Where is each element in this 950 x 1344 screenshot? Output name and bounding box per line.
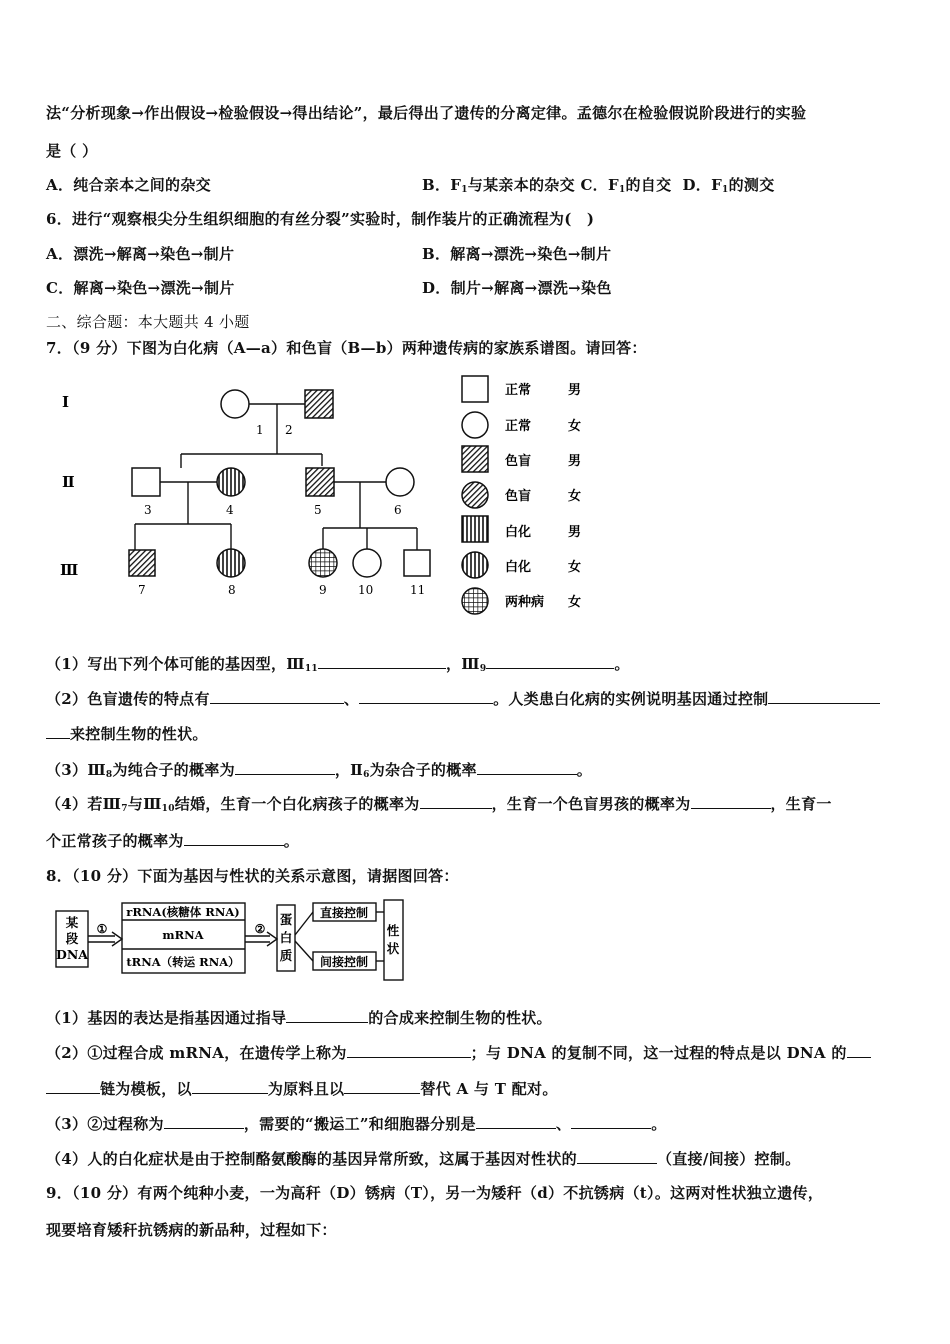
answer-blank[interactable]: [192, 1079, 268, 1094]
answer-blank[interactable]: [571, 1114, 651, 1129]
svg-text:②: ②: [254, 922, 266, 936]
svg-text:①: ①: [96, 922, 108, 936]
answer-blank[interactable]: [210, 689, 344, 704]
section-2-heading: 二、综合题：本大题共 4 小题: [46, 313, 250, 331]
answer-blank[interactable]: [420, 794, 492, 809]
q7-part2-cont: 来控制生物的性状。: [46, 723, 208, 744]
svg-text:7: 7: [138, 583, 146, 597]
svg-text:色盲: 色盲: [505, 489, 532, 504]
individual-III-10: [353, 549, 381, 577]
q9-stem-cont: 现要培育矮秆抗锈病的新品种，过程如下：: [46, 1221, 337, 1239]
q7-part4-cont: 个正常孩子的概率为 。: [46, 832, 300, 850]
gene-trait-diagram: [52, 897, 412, 983]
svg-text:8: 8: [228, 583, 236, 597]
svg-text:女: 女: [568, 419, 582, 434]
answer-blank[interactable]: [184, 831, 284, 846]
individual-III-8: [217, 549, 245, 577]
individual-III-7: [129, 550, 155, 576]
svg-text:蛋: 蛋: [279, 912, 293, 927]
svg-text:性: 性: [386, 923, 400, 938]
q6-option-b: B．解离→漂洗→染色→制片: [422, 245, 612, 263]
individual-II-5: [306, 468, 334, 496]
svg-text:女: 女: [568, 560, 582, 575]
svg-text:白化: 白化: [505, 525, 532, 540]
q-prev-line2: 是（ ）: [46, 142, 98, 160]
svg-text:男: 男: [568, 525, 582, 540]
q7-part3: $(3)Ⅲ_8$为纯合子的概率为 ，$Ⅱ_6$为杂合子的概率 。: [46, 761, 593, 780]
answer-blank[interactable]: [344, 1079, 420, 1094]
svg-text:6: 6: [394, 503, 402, 517]
individual-II-6: [386, 468, 414, 496]
q6-option-a: A．漂洗→解离→染色→制片: [46, 245, 235, 263]
q8-part4: （4）人的白化症状是由于控制酪氨酸酶的基因异常所致，这属于基因对性状的 （直接/间接）控制。: [46, 1150, 801, 1168]
svg-text:tRNA（转运 RNA）: tRNA（转运 RNA）: [126, 955, 240, 969]
q-prev-option-c: C．$F_1$的自交: [580, 176, 672, 195]
q-prev-option-b: B．$F_1$与某亲本的杂交: [422, 176, 575, 195]
pedigree-legend: [462, 376, 581, 614]
svg-text:rRNA(核糖体 RNA): rRNA(核糖体 RNA): [126, 905, 240, 919]
svg-text:某: 某: [65, 915, 79, 930]
svg-text:直接控制: 直接控制: [319, 906, 369, 920]
individual-III-11: [404, 550, 430, 576]
answer-blank[interactable]: [46, 724, 70, 739]
q6-option-c: C．解离→染色→漂洗→制片: [46, 279, 235, 297]
svg-text:白化: 白化: [505, 560, 532, 575]
svg-text:间接控制: 间接控制: [319, 955, 369, 969]
answer-blank[interactable]: [359, 689, 493, 704]
q7-part2: （2）色盲遗传的特点有 、 。人类患白化病的实例说明基因通过控制: [46, 688, 880, 709]
svg-text:9: 9: [319, 583, 327, 597]
svg-text:11: 11: [410, 583, 426, 597]
q8-part2-cont: 链为模板，以 为原料且以 替代 A 与 T 配对。: [46, 1078, 558, 1099]
q7-part1: （1）写出下列个体可能的基因型，$Ⅲ_{11}$ ，$Ⅲ_9$ 。: [46, 655, 630, 674]
svg-text:DNA: DNA: [56, 947, 88, 962]
answer-blank[interactable]: [318, 654, 446, 669]
q9-stem: 9．（10 分）有两个纯种小麦，一为高秆（D）锈病（T），另一为矮秆（d）不抗锈病（t）。这两对性状独立遗传，: [46, 1184, 824, 1202]
answer-blank[interactable]: [691, 794, 771, 809]
individual-III-9: [309, 549, 337, 577]
answer-blank[interactable]: [347, 1043, 471, 1058]
q6-stem: 6．进行“观察根尖分生组织细胞的有丝分裂”实验时，制作装片的正确流程为( ): [46, 210, 595, 228]
q-prev-option-a: A．纯合亲本之间的杂交: [46, 176, 211, 194]
svg-text:段: 段: [65, 931, 79, 946]
q-prev-option-d: D．$F_1$的测交: [682, 176, 775, 195]
answer-blank[interactable]: [486, 654, 614, 669]
q8-part3: （3）②过程称为 ，需要的“搬运工”和细胞器分别是 、 。: [46, 1115, 667, 1133]
svg-text:1: 1: [256, 423, 264, 437]
svg-text:两种病: 两种病: [505, 595, 545, 610]
q-prev-option-bcd: [422, 174, 775, 195]
svg-text:女: 女: [568, 489, 582, 504]
q7-stem: 7．（9 分）下图为白化病（A—a）和色盲（B—b）两种遗传病的家族系谱图。请回答：: [46, 339, 647, 357]
answer-blank[interactable]: [768, 689, 880, 704]
answer-blank[interactable]: [46, 1079, 100, 1094]
svg-text:男: 男: [568, 383, 582, 398]
svg-text:5: 5: [314, 503, 322, 517]
svg-text:质: 质: [279, 948, 293, 963]
q7-part4: （4）若$Ⅲ_7$与$Ⅲ_{10}$结婚，生育一个白化病孩子的概率为 ，生育一个色盲男孩的概率为 ，生育一: [46, 795, 832, 814]
q8-stem: 8．（10 分）下面为基因与性状的关系示意图，请据图回答：: [46, 867, 459, 885]
q6-options-row2: [46, 277, 906, 298]
svg-text:男: 男: [568, 454, 582, 469]
answer-blank[interactable]: [476, 1114, 556, 1129]
pedigree-chart: [50, 368, 610, 618]
svg-text:mRNA: mRNA: [162, 928, 204, 942]
answer-blank[interactable]: [577, 1149, 657, 1164]
gen-label-2: Ⅱ: [62, 473, 75, 491]
answer-blank[interactable]: [235, 760, 335, 775]
svg-text:色盲: 色盲: [505, 454, 532, 469]
q8-part2: （2）①过程合成 mRNA，在遗传学上称为 ；与 DNA 的复制不同，这一过程的特点是以 DNA 的: [46, 1042, 871, 1063]
answer-blank[interactable]: [477, 760, 577, 775]
svg-text:正常: 正常: [505, 383, 532, 398]
svg-text:2: 2: [285, 423, 293, 437]
answer-blank[interactable]: [164, 1114, 244, 1129]
gen-label-1: I: [62, 393, 70, 411]
gen-label-3: Ⅲ: [60, 561, 79, 579]
individual-II-3: [132, 468, 160, 496]
q-prev-line1: 法“分析现象→作出假设→检验假设→得出结论”，最后得出了遗传的分离定律。孟德尔在检验假说阶段进行的实验: [46, 104, 807, 122]
q6-option-d: D．制片→解离→漂洗→染色: [422, 279, 612, 297]
svg-text:正常: 正常: [505, 419, 532, 434]
individual-I-2: [305, 390, 333, 418]
q-prev-options: [46, 174, 906, 195]
svg-text:10: 10: [358, 583, 374, 597]
svg-text:4: 4: [226, 503, 234, 517]
answer-blank[interactable]: [847, 1043, 871, 1058]
answer-blank[interactable]: [286, 1008, 368, 1023]
individual-I-1: [221, 390, 249, 418]
svg-text:3: 3: [144, 503, 152, 517]
svg-text:状: 状: [386, 941, 400, 956]
q6-options-row1: [46, 243, 906, 264]
q8-part1: （1）基因的表达是指基因通过指导 的合成来控制生物的性状。: [46, 1009, 552, 1027]
individual-II-4: [217, 468, 245, 496]
svg-text:白: 白: [279, 930, 293, 945]
svg-text:女: 女: [568, 595, 582, 610]
